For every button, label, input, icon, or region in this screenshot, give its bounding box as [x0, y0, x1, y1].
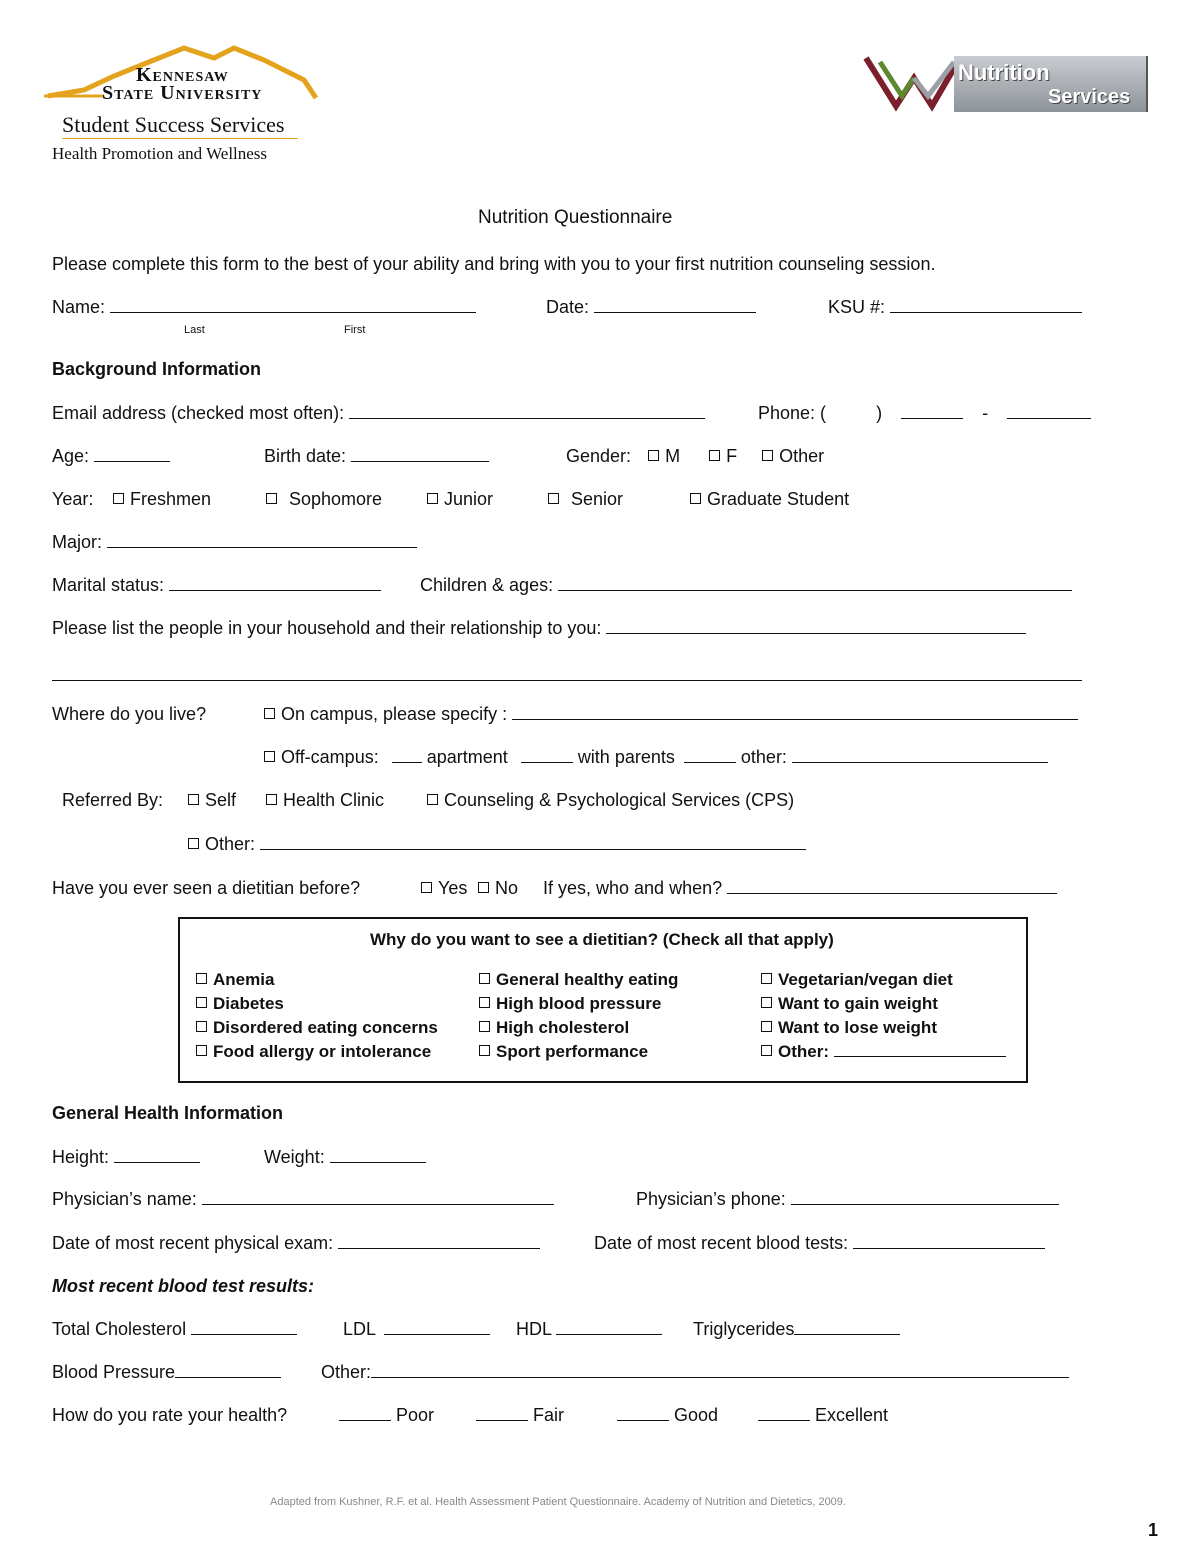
- marital-label: Marital status:: [52, 575, 165, 595]
- blood-pressure-field[interactable]: [175, 1361, 281, 1378]
- apartment-field[interactable]: [392, 746, 422, 763]
- reason-cholesterol[interactable]: High cholesterol: [479, 1016, 678, 1040]
- checkbox-icon: [761, 1021, 772, 1032]
- checkbox-icon: [421, 882, 432, 893]
- year-graduate-option[interactable]: Graduate Student: [690, 488, 849, 510]
- reasons-col3: [761, 968, 1006, 1064]
- footer-citation: Adapted from Kushner, R.F. et al. Health Assessment Patient Questionnaire. Academy of Nutrition and Dietetics, 2009.: [270, 1496, 846, 1508]
- year-sophomore-option[interactable]: Sophomore: [266, 488, 382, 510]
- checkbox-icon: [196, 1045, 207, 1056]
- phone-prefix-field[interactable]: [901, 402, 963, 419]
- gender-m-option[interactable]: M: [648, 446, 680, 466]
- ksu-logo: [44, 40, 334, 170]
- ksu-name-line1: Kennesaw: [136, 64, 229, 86]
- checkbox-icon: [113, 493, 124, 504]
- checkbox-icon: [479, 997, 490, 1008]
- name-label: Name:: [52, 297, 106, 317]
- checkbox-icon: [196, 973, 207, 984]
- general-health-heading: General Health Information: [52, 1103, 284, 1123]
- ifyes-label: If yes, who and when?: [543, 878, 723, 898]
- reason-anemia[interactable]: Anemia: [196, 968, 438, 992]
- checkbox-icon: [690, 493, 701, 504]
- other-residence-text-field[interactable]: [792, 746, 1048, 763]
- referred-self-option[interactable]: Self: [188, 789, 236, 811]
- campus-field[interactable]: [512, 703, 1078, 720]
- birth-date-field[interactable]: [351, 445, 489, 462]
- name-field[interactable]: [110, 296, 476, 313]
- year-label: Year:: [52, 489, 94, 509]
- weight-field[interactable]: [330, 1146, 426, 1163]
- reason-gain-weight[interactable]: Want to gain weight: [761, 992, 1006, 1016]
- ksu-subdept: Health Promotion and Wellness: [52, 144, 268, 163]
- checkbox-icon: [761, 997, 772, 1008]
- checkbox-icon: [709, 450, 720, 461]
- other-results-label: Other:: [321, 1362, 372, 1382]
- ksu-name-line2: State University: [102, 82, 263, 104]
- reason-blood-pressure[interactable]: High blood pressure: [479, 992, 678, 1016]
- ldl-field[interactable]: [384, 1318, 490, 1335]
- blood-tests-field[interactable]: [853, 1232, 1045, 1249]
- date-label: Date:: [546, 297, 590, 317]
- household-label: Please list the people in your household and their relationship to you:: [52, 618, 602, 638]
- reason-lose-weight[interactable]: Want to lose weight: [761, 1016, 1006, 1040]
- reasons-col2: [479, 968, 678, 1064]
- phone-paren: ): [876, 403, 883, 423]
- dietitian-yes-option[interactable]: Yes: [421, 877, 467, 899]
- checkbox-icon: [188, 838, 199, 849]
- other-residence-label: other:: [740, 747, 787, 767]
- logo-word-nutrition: Nutrition: [958, 60, 1050, 85]
- date-field[interactable]: [594, 296, 756, 313]
- referred-clinic-option[interactable]: Health Clinic: [266, 789, 384, 811]
- physical-exam-field[interactable]: [338, 1232, 540, 1249]
- reason-vegetarian[interactable]: Vegetarian/vegan diet: [761, 968, 1006, 992]
- checkbox-icon: [427, 493, 438, 504]
- rate-excellent-field[interactable]: [758, 1404, 810, 1421]
- marital-field[interactable]: [169, 574, 381, 591]
- ldl-label: LDL: [343, 1319, 376, 1339]
- checkbox-icon: [479, 973, 490, 984]
- major-label: Major:: [52, 532, 103, 552]
- checkbox-icon: [427, 794, 438, 805]
- rate-excellent-option[interactable]: Excellent: [758, 1404, 888, 1426]
- children-label: Children & ages:: [420, 575, 554, 595]
- triglycerides-field[interactable]: [794, 1318, 900, 1335]
- year-freshmen-option[interactable]: Freshmen: [113, 488, 211, 510]
- physician-phone-field[interactable]: [791, 1188, 1059, 1205]
- phone-label: Phone: (: [758, 403, 827, 423]
- background-heading: Background Information: [52, 359, 262, 379]
- email-label: Email address (checked most often):: [52, 403, 345, 423]
- height-field[interactable]: [114, 1146, 200, 1163]
- email-field[interactable]: [349, 402, 705, 419]
- results-heading: Most recent blood test results:: [52, 1276, 315, 1296]
- reason-food-allergy[interactable]: Food allergy or intolerance: [196, 1040, 438, 1064]
- household-field[interactable]: [606, 617, 1026, 634]
- live-question: Where do you live?: [52, 704, 207, 724]
- checkbox-icon: [264, 708, 275, 719]
- total-cholesterol-field[interactable]: [191, 1318, 297, 1335]
- other-results-field[interactable]: [371, 1361, 1069, 1378]
- referred-cps-option[interactable]: Counseling & Psychological Services (CPS): [427, 789, 794, 811]
- year-junior-option[interactable]: Junior: [427, 488, 493, 510]
- rate-fair-field[interactable]: [476, 1404, 528, 1421]
- rate-good-option[interactable]: Good: [617, 1404, 718, 1426]
- blood-pressure-label: Blood Pressure: [52, 1362, 176, 1382]
- ksu-dept: Student Success Services: [62, 112, 285, 137]
- phone-dash: -: [982, 403, 989, 423]
- checkbox-icon: [266, 794, 277, 805]
- rate-fair-option[interactable]: Fair: [476, 1404, 564, 1426]
- gender-other-option[interactable]: Other: [762, 446, 824, 466]
- gender-label: Gender:: [566, 446, 632, 466]
- physical-exam-label: Date of most recent physical exam:: [52, 1233, 334, 1253]
- checkbox-icon: [479, 1045, 490, 1056]
- hdl-field[interactable]: [556, 1318, 662, 1335]
- intro-text: Please complete this form to the best of your ability and bring with you to your first nutrition counseling session.: [52, 254, 936, 274]
- gender-f-option[interactable]: F: [709, 446, 737, 466]
- age-field[interactable]: [94, 445, 170, 462]
- checkbox-icon: [761, 973, 772, 984]
- reason-healthy-eating[interactable]: General healthy eating: [479, 968, 678, 992]
- reasons-col1: [196, 968, 438, 1064]
- ifyes-field[interactable]: [727, 877, 1057, 894]
- parents-label: with parents: [577, 747, 675, 767]
- household-field-2[interactable]: [52, 680, 1082, 681]
- page-number: 1: [1148, 1520, 1159, 1540]
- major-field[interactable]: [107, 531, 417, 548]
- checkbox-icon: [196, 1021, 207, 1032]
- age-label: Age:: [52, 446, 90, 466]
- referred-other-field[interactable]: [260, 833, 806, 850]
- checkbox-icon: [478, 882, 489, 893]
- hdl-label: HDL: [516, 1319, 552, 1339]
- referred-label: Referred By:: [62, 790, 164, 810]
- checkbox-icon: [266, 493, 277, 504]
- logo-word-services: Services: [1048, 86, 1131, 108]
- rate-good-field[interactable]: [617, 1404, 669, 1421]
- checkbox-icon: [264, 751, 275, 762]
- physician-name-field[interactable]: [202, 1188, 554, 1205]
- year-senior-option[interactable]: Senior: [548, 488, 623, 510]
- checkbox-icon: [479, 1021, 490, 1032]
- name-row: [52, 296, 476, 318]
- total-cholesterol-label: Total Cholesterol: [52, 1319, 187, 1339]
- last-label: Last: [184, 324, 205, 336]
- rate-poor-option[interactable]: Poor: [339, 1404, 434, 1426]
- checkbox-icon: [548, 493, 559, 504]
- triglycerides-label: Triglycerides: [693, 1319, 795, 1339]
- nutrition-services-logo: [862, 44, 1152, 116]
- ksu-id-field[interactable]: [890, 296, 1082, 313]
- checkbox-icon: [761, 1045, 772, 1056]
- checkbox-icon: [188, 794, 199, 805]
- reasons-heading: Why do you want to see a dietitian? (Check all that apply): [370, 930, 834, 949]
- live-offcampus-option[interactable]: Off-campus: apartment with parents other:: [264, 746, 1048, 768]
- physician-phone-label: Physician’s phone:: [636, 1189, 786, 1209]
- other-residence-field[interactable]: [684, 746, 736, 763]
- birth-date-label: Birth date:: [264, 446, 347, 466]
- physician-name-label: Physician’s name:: [52, 1189, 197, 1209]
- rate-poor-field[interactable]: [339, 1404, 391, 1421]
- referred-other-option[interactable]: Other:: [188, 833, 806, 855]
- first-label: First: [344, 324, 366, 336]
- ksu-id-label: KSU #:: [828, 297, 886, 317]
- dietitian-question: Have you ever seen a dietitian before?: [52, 878, 361, 898]
- height-label: Height:: [52, 1147, 110, 1167]
- reason-other[interactable]: Other:: [761, 1040, 1006, 1064]
- form-title: Nutrition Questionnaire: [478, 207, 673, 228]
- live-campus-option[interactable]: On campus, please specify :: [264, 703, 1078, 725]
- weight-label: Weight:: [264, 1147, 325, 1167]
- rate-health-question: How do you rate your health?: [52, 1405, 288, 1425]
- apartment-label: apartment: [426, 747, 508, 767]
- reason-diabetes[interactable]: Diabetes: [196, 992, 438, 1016]
- checkbox-icon: [762, 450, 773, 461]
- children-field[interactable]: [558, 574, 1072, 591]
- phone-line-field[interactable]: [1007, 402, 1091, 419]
- reason-other-field[interactable]: [834, 1040, 1006, 1057]
- reason-disordered-eating[interactable]: Disordered eating concerns: [196, 1016, 438, 1040]
- reason-sport[interactable]: Sport performance: [479, 1040, 678, 1064]
- dietitian-no-option[interactable]: No: [478, 877, 518, 899]
- parents-field[interactable]: [521, 746, 573, 763]
- checkbox-icon: [648, 450, 659, 461]
- w-mark-icon: [862, 44, 962, 112]
- checkbox-icon: [196, 997, 207, 1008]
- blood-tests-label: Date of most recent blood tests:: [594, 1233, 849, 1253]
